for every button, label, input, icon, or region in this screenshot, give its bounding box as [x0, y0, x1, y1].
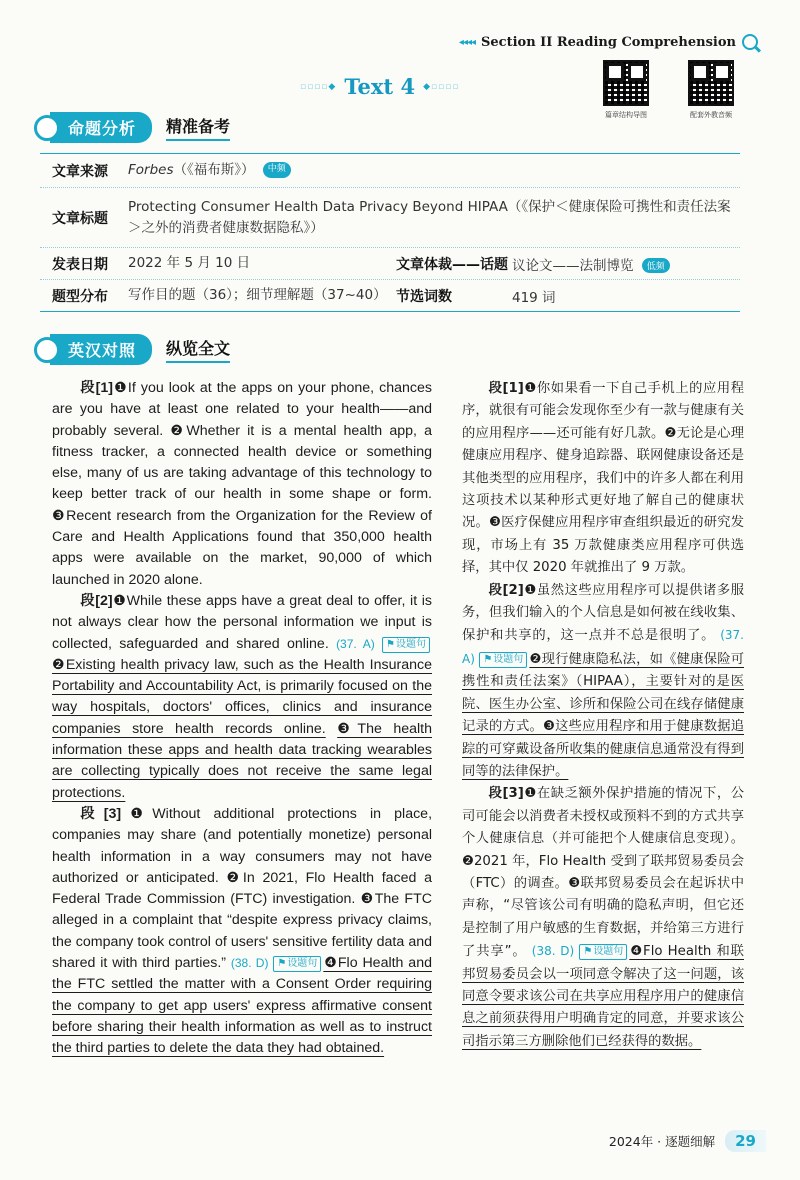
page-number: 29 [725, 1130, 766, 1152]
answer-ref: (37. A) [336, 636, 375, 651]
footer-label: 2024年 · 逐题细解 [608, 1134, 716, 1149]
page-footer [609, 1130, 766, 1152]
qtype-key: 题型分布 [52, 288, 108, 305]
source-key: 文章来源 [52, 163, 108, 180]
genre-badge: 低频 [642, 258, 670, 273]
text-title-block [300, 74, 459, 99]
magnifier-icon [34, 115, 60, 141]
info-table [40, 153, 740, 312]
compare-sub: 纵览全文 [166, 336, 230, 363]
left-deco-icon: ▫▫▫▫◆ [300, 81, 337, 92]
magnifier-icon [34, 337, 60, 363]
underlined-text: ❹Flo Health and the FTC settled the matter with a Consent Order requiring the company to get app users' express affirmative consent before sharing their health information as well as to instruct the third parties to delete the data they had obtained. [52, 955, 432, 1057]
english-paragraph-2 [52, 591, 432, 804]
analysis-sub: 精准备考 [166, 114, 230, 141]
paragraph-text: ❶While these apps have a great deal to offer, it is not always clear how the personal information we input is collected, safeguarded and shared online. [52, 592, 432, 652]
frequency-badge: 中频 [263, 162, 291, 178]
paragraph-text: ❶在缺乏额外保护措施的情况下，公司可能会以消费者未授权或预料不到的方式共享个人健康信息（并可能把个人健康信息变现）。❷2021 年，Flo Health 受到了联邦贸易委员会（FTC）的调查。❸联邦贸易委员会在起诉状中声称，“尽管该公司有明确的隐私声明，但它还是控制了用户敏感的生育数据，并给第三方进行了共享”。 [462, 786, 745, 960]
source-name: Forbes [128, 162, 174, 179]
answer-ref: (37. A) [462, 628, 744, 666]
qr-code-audio[interactable] [688, 60, 734, 106]
source-cn: （《福布斯》） [173, 162, 255, 179]
qr-code-structure-map[interactable] [603, 60, 649, 106]
section-header [459, 34, 758, 50]
compare-banner [34, 334, 230, 365]
question-sentence-tag: ⚑ 设题句 [273, 956, 321, 972]
words-value: 419 词 [512, 289, 556, 306]
paragraph-head: 段[2] [488, 582, 524, 598]
question-sentence-tag: ⚑ 设题句 [479, 652, 527, 668]
date-key: 发表日期 [52, 256, 108, 273]
underlined-text: ❹Flo Health 和联邦贸易委员会以一项同意令解决了这一问题，该同意令要求该公司在共享应用程序用户的健康信息之前须获得用户明确肯定的同意，并要求该公司指示第三方删除他们已经获得的数据。 [462, 944, 744, 1049]
date-value: 2022 年 5 月 10 日 [128, 255, 251, 272]
paragraph-head: 段[1] [80, 380, 114, 396]
info-row-source [40, 154, 740, 188]
search-icon [742, 34, 758, 50]
info-row-date [40, 248, 740, 280]
words-key: 节选词数 [396, 288, 452, 305]
paragraph-text: ❶你如果看一下自己手机上的应用程序，就很有可能会发现你至少有一款与健康有关的应用程序——还可能有好几款。❷无论是心理健康应用程序、健身追踪器、联网健康设备还是其他类型的应用程序，我们中的许多人都在利用这项技术以某种形式更好地了解自己的健康状况。❸医疗保健应用程序审查组织最近的研究发现，市场上有 35 万款健康类应用程序可供选择，其中仅 2020 年就推出了 9 万款。 [462, 381, 745, 576]
qr-caption-left: 篇章结构导图 [605, 111, 647, 119]
english-paragraph-1 [52, 378, 432, 591]
paragraph-text: ❶Without additional protections in place, companies may share (and potentially monetize) personal health information in a way consumers may not have authorized or anticipated. ❷In 2021, Flo Health faced a Federal Trade Commission (FTC) investigation. ❸The FTC alleged in a complaint that “despite express privacy claims, the company took control of users' sensitive fertility data and shared it with third parties.” [52, 805, 433, 972]
paragraph-head: 段[3] [488, 786, 524, 802]
underlined-text: ❷Existing health privacy law, such as the Health Insurance Portability and Accountability Act, is primarily focused on the way hospitals, doctors' offices, clinics and insurance companies store health records online. [52, 656, 432, 737]
source-value [128, 156, 740, 185]
paragraph-text: ❶虽然这些应用程序可以提供诸多服务，但我们输入的个人信息是如何被在线收集、保护和共享的，这一点并不总是很明了。 [462, 582, 745, 644]
underlined-text: ❸The health information these apps and health data tracking wearables are collecting typically does not receive the same legal protections. [52, 720, 432, 801]
info-row-qtype [40, 280, 740, 312]
paragraph-head: 段[1] [488, 381, 524, 396]
compare-label: 英汉对照 [50, 334, 152, 365]
chinese-paragraph-2 [462, 580, 744, 784]
question-sentence-tag: ⚑ 设题句 [382, 637, 430, 653]
right-deco-icon: ◆▫▫▫▫ [423, 81, 460, 92]
genre-value [512, 254, 692, 274]
arrows-icon: ◂◂◂◂ [458, 36, 475, 48]
analysis-banner [34, 112, 230, 143]
genre-text: 议论文——法制博览 [512, 257, 634, 274]
chinese-column [462, 378, 744, 1053]
chinese-paragraph-3 [462, 783, 744, 1053]
genre-key: 文章体裁——话题 [396, 256, 508, 273]
english-column [52, 378, 432, 1060]
qr-caption-right: 配套外教音频 [690, 111, 732, 119]
title-value: Protecting Consumer Health Data Privacy Beyond HIPAA（《保护＜健康保险可携性和责任法案＞之外的消费者健康数据隐私》） [128, 198, 731, 236]
section-title: Section II Reading Comprehension [481, 34, 736, 50]
paragraph-head: 段[3] [80, 805, 122, 822]
answer-ref: (38. D) [230, 956, 269, 971]
paragraph-head: 段[2] [80, 592, 113, 609]
qtype-value: 写作目的题（36）；细节理解题（37~40） [128, 287, 387, 304]
underlined-text: ❷现行健康隐私法，如《健康保险可携性和责任法案》（HIPAA），主要针对的是医院、医生办公室、诊所和保险公司在线存储健康记录的方式。❸这些应用程序和用于健康数据追踪的可穿戴设备所收集的健康信息通常没有得到同等的法律保护。 [462, 651, 744, 779]
analysis-label: 命题分析 [50, 112, 152, 143]
info-row-title [40, 188, 740, 248]
text-title: Text 4 [344, 74, 416, 99]
title-key: 文章标题 [52, 210, 108, 227]
english-paragraph-3 [52, 804, 432, 1060]
paragraph-text: ❶If you look at the apps on your phone, chances are you have at least one related to your health——and probably several. ❷Whether it is a mental health app, a fitness tracker, a connected health device or something else, many of us are taking advantage of this technology to keep better track of our health in some shape or form. ❸Recent research from the Organization for the Review of Care and Health Applications found that 350,000 health apps were available on the market, 90,000 of which launched in 2020 alone. [52, 380, 432, 588]
question-sentence-tag: ⚑ 设题句 [579, 944, 627, 960]
chinese-paragraph-1 [462, 378, 744, 580]
answer-ref: (38. D) [531, 944, 575, 959]
